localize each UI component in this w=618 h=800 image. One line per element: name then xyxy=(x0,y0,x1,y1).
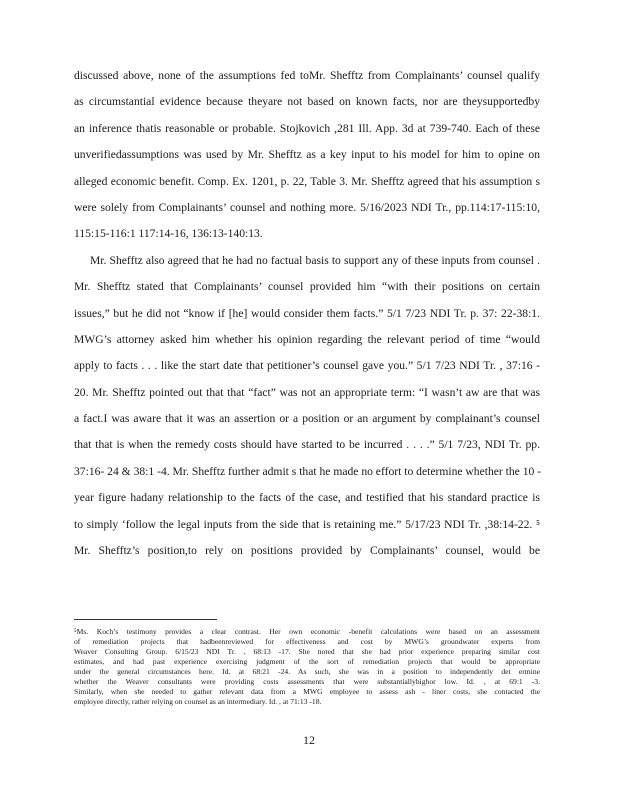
text-line: apply to facts . . . like the start date that petitioner’s counsel gave you.” 5/1 7/23 NDI Tr. , 37:16 - xyxy=(74,359,540,373)
footnote-line: whether the Weaver consultants were providing costs assessments that were substantiallyhighor low. Id. , at 69:1 -3. xyxy=(74,677,540,686)
text-line: as circumstantial evidence because theyare not based on known facts, nor are theysupportedby xyxy=(74,95,540,109)
text-line: a fact.I was aware that it was an assertion or a position or an argument by complainant’s counsel xyxy=(74,412,540,426)
footnote-line: Similarly, when she needed to gather relevant data from a MWG employee to assess ash - liner costs, she contacted the xyxy=(74,687,540,696)
footnote-line: employee directly, rather relying on counsel as an intermediary. Id. , at 71:13 -18. xyxy=(74,697,322,706)
footnote-line: estimates, and had past experience exercising judgment of the sort of remediation projects that would be appropriate xyxy=(74,657,540,666)
footnote-divider xyxy=(74,619,217,620)
text-line: alleged economic benefit. Comp. Ex. 1201, p. 22, Table 3. Mr. Shefftz agreed that his assumption s xyxy=(74,174,540,188)
text-line: 37:16- 24 & 38:1 -4. Mr. Shefftz further admit s that he made no effort to determine whether the 10 - xyxy=(74,464,542,478)
text-line: issues,” but he did not “know if [he] would consider them facts.” 5/1 7/23 NDI Tr. p. 37: 22-38:1. xyxy=(74,306,540,320)
footnote-line: under the general circumstances here. Id. at 68:21 -24. As such, she was in a position to independently det ermine xyxy=(74,667,540,676)
text-line: MWG’s attorney asked him whether his opinion regarding the relevant period of time “would xyxy=(74,332,540,346)
text-line: Mr. Shefftz also agreed that he had no factual basis to support any of these inputs from counsel . xyxy=(90,253,540,267)
text-line: to simply ‘follow the legal inputs from the side that is retaining me.” 5/17/23 NDI Tr. ,38:14-22. ⁵ xyxy=(74,517,540,531)
text-line: Mr. Shefftz’s position,to rely on positions provided by Complainants’ counsel, would be xyxy=(74,544,540,558)
text-line: Mr. Shefftz stated that Complainants’ counsel provided him “with their positions on certain xyxy=(74,280,540,294)
footnote-line: Weaver Consulting Group. 6/15/23 NDI Tr. , 68:13 -17. She noted that she had prior experience preparing similar cost xyxy=(74,647,540,656)
text-line: were solely from Complainants’ counsel and nothing more. 5/16/2023 NDI Tr., pp.114:17-115:10, xyxy=(74,200,540,214)
text-line: an inference thatis reasonable or probable. Stojkovich ,281 Ill. App. 3d at 739-740. Each of these xyxy=(74,121,540,135)
footnote-line: ⁵Ms. Koch’s testimony provides a clear contrast. Her own economic -benefit calculations were based on an assessment xyxy=(74,627,540,636)
text-line: year figure hadany relationship to the facts of the case, and testified that his standard practice is xyxy=(74,491,540,505)
text-line: that that is when the remedy costs should have started to be incurred . . . .” 5/1 7/23, NDI Tr. pp. xyxy=(74,438,540,452)
text-line: discussed above, none of the assumptions fed toMr. Shefftz from Complainants’ counsel qualify xyxy=(74,69,540,82)
text-line: 20. Mr. Shefftz pointed out that that “fact” was not an appropriate term: “I wasn’t aw are that was xyxy=(74,385,540,399)
page-number: 12 xyxy=(303,733,315,747)
text-line: unverifiedassumptions was used by Mr. Shefftz as a key input to his model for him to opine on xyxy=(74,148,540,162)
text-line: 115:15-116:1 117:14-16, 136:13-140:13. xyxy=(74,227,263,241)
footnote-line: of remediation projects that hadbeenreviewed for effectiveness and cost by MWG’s groundwater experts from xyxy=(74,637,540,646)
footnotes xyxy=(74,627,540,707)
body-text xyxy=(74,68,540,569)
